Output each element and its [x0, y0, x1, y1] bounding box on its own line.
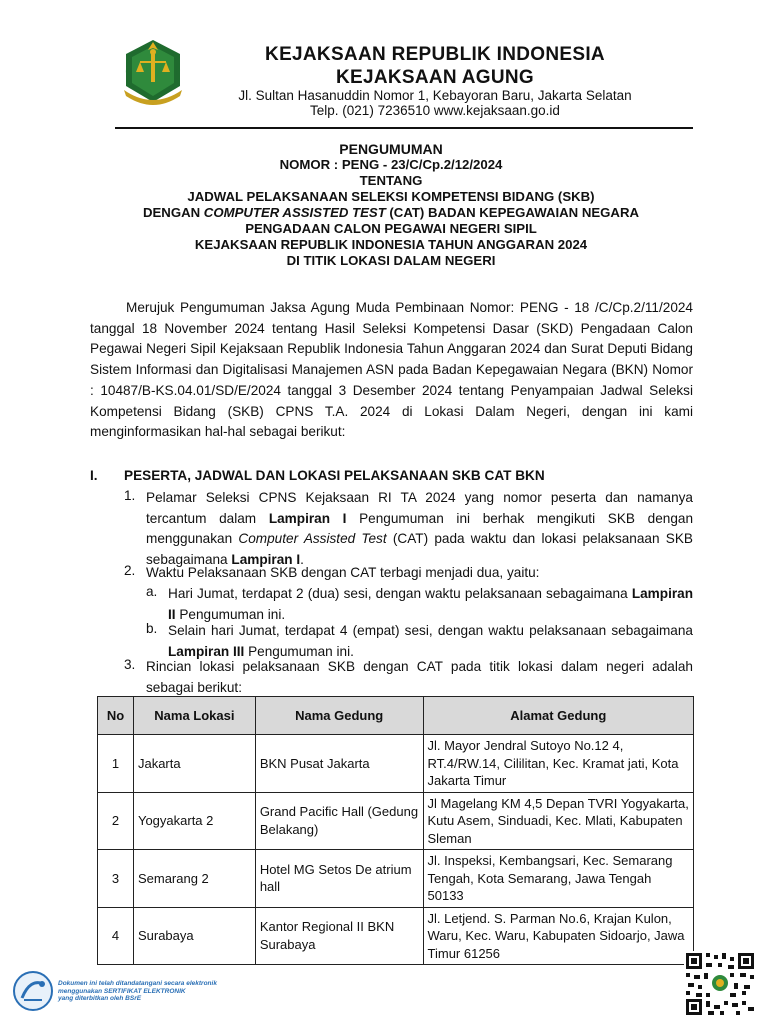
item-number-1: 1. [124, 488, 136, 503]
item-number-3: 3. [124, 657, 136, 672]
title-subject-3: PENGADAAN CALON PEGAWAI NEGERI SIPIL [245, 221, 537, 236]
table-row [98, 735, 694, 793]
cell-lokasi: Yogyakarta 2 [133, 792, 255, 850]
cell-alamat: Jl Magelang KM 4,5 Depan TVRI Yogyakarta, Kutu Asem, Sinduadi, Kec. Mlati, Kabupaten Sleman [423, 792, 693, 850]
header-nama-lokasi: Nama Lokasi [133, 697, 255, 735]
cell-no: 1 [98, 735, 134, 793]
cell-alamat: Jl. Mayor Jendral Sutoyo No.12 4, RT.4/RW.14, Cililitan, Kec. Kramat jati, Kota Jakarta Timur [423, 735, 693, 793]
item-3-text: Rincian lokasi pelaksanaan SKB dengan CAT pada titik lokasi dalam negeri adalah sebagai berikut: [146, 659, 693, 695]
cell-lokasi: Semarang 2 [133, 850, 255, 908]
institution-name: KEJAKSAAN REPUBLIK INDONESIA [265, 44, 605, 65]
esign-line-3: yang diterbitkan oleh BSrE [58, 995, 142, 1003]
section-number: I. [90, 468, 98, 483]
location-table [97, 696, 694, 965]
institution-contact: Telp. (021) 7236510 www.kejaksaan.go.id [310, 103, 560, 118]
header-no: No [98, 697, 134, 735]
table-row [98, 907, 694, 965]
title-subject-2: DENGAN COMPUTER ASSISTED TEST (CAT) BADAN KEPEGAWAIAN NEGARA [142, 205, 639, 220]
title-pengumuman: PENGUMUMAN [339, 141, 443, 157]
cell-lokasi: Surabaya [133, 907, 255, 965]
cell-lokasi: Jakarta [133, 735, 255, 793]
institution-subname: KEJAKSAAN AGUNG [335, 67, 535, 88]
item-1-text: Pelamar Seleksi CPNS Kejaksaan RI TA 2024 yang nomor peserta dan namanya tercantum dalam Lampiran I Pengumuman ini berhak mengikuti SKB dengan menggunakan Computer Assisted Test (CAT) pada waktu dan lokasi pelaksanaan SKB sebagaimana Lampiran I. [146, 490, 693, 567]
bsre-logo-icon [12, 970, 54, 1012]
esign-notice [58, 980, 217, 1003]
cell-gedung: BKN Pusat Jakarta [255, 735, 423, 793]
qr-code-icon [684, 951, 756, 1017]
title-tentang: TENTANG [359, 173, 423, 188]
esign-line-2: menggunakan SERTIFIKAT ELEKTRONIK [58, 987, 186, 995]
table-row [98, 850, 694, 908]
intro-paragraph: Merujuk Pengumuman Jaksa Agung Muda Pembinaan Nomor: PENG - 18 /C/Cp.2/11/2024 tanggal 18 November 2024 tentang Hasil Seleksi Kompetensi Dasar (SKD) Pengadaan Calon Pegawai Negeri Sipil Kejaksaan Republik Indonesia Tahun Anggaran 2024 dan Surat Deputi Bidang Sistem Informasi dan Digitalisasi Manajemen ASN pada Badan Kepegawaian Negara (BKN) Nomor : 10487/B-KS.04.01/SD/E/2024 tanggal 3 Desember 2024 tentang Penyampaian Jadwal Seleksi Kompetensi Bidang (SKB) CPNS T.A. 2024 di Lokasi Dalam Negeri, dengan ini kami menginformasikan hal-hal sebagai berikut: [90, 300, 693, 440]
title-subject-4: KEJAKSAAN REPUBLIK INDONESIA TAHUN ANGGARAN 2024 [194, 237, 588, 252]
header-nama-gedung: Nama Gedung [255, 697, 423, 735]
section-title: PESERTA, JADWAL DAN LOKASI PELAKSANAAN SKB CAT BKN [124, 468, 545, 483]
cell-alamat: Jl. Letjend. S. Parman No.6, Krajan Kulon, Waru, Kec. Waru, Kabupaten Sidoarjo, Jawa Timur 61256 [423, 907, 693, 965]
table-row [98, 792, 694, 850]
cell-gedung: Kantor Regional II BKN Surabaya [255, 907, 423, 965]
cell-no: 2 [98, 792, 134, 850]
institution-address: Jl. Sultan Hasanuddin Nomor 1, Kebayoran Baru, Jakarta Selatan [238, 88, 632, 103]
title-nomor: NOMOR : PENG - 23/C/Cp.2/12/2024 [279, 157, 503, 172]
cell-gedung: Hotel MG Setos De atrium hall [255, 850, 423, 908]
subitem-label-b: b. [146, 621, 158, 636]
title-subject-1: JADWAL PELAKSANAAN SELEKSI KOMPETENSI BIDANG (SKB) [187, 189, 595, 204]
item-number-2: 2. [124, 563, 136, 578]
header-alamat-gedung: Alamat Gedung [423, 697, 693, 735]
esign-line-1: Dokumen ini telah ditandatangani secara elektronik [58, 980, 217, 987]
subitem-b-text: Selain hari Jumat, terdapat 4 (empat) sesi, dengan waktu pelaksanaan sebagaimana Lampiran III Pengumuman ini. [168, 623, 693, 659]
header-divider [115, 127, 693, 129]
cell-no: 3 [98, 850, 134, 908]
cell-gedung: Grand Pacific Hall (Gedung Belakang) [255, 792, 423, 850]
item-2-text: Waktu Pelaksanaan SKB dengan CAT terbagi menjadi dua, yaitu: [146, 565, 540, 580]
table-header-row [98, 697, 694, 735]
announcement-title [100, 141, 682, 269]
subitem-label-a: a. [146, 584, 158, 599]
cell-alamat: Jl. Inspeksi, Kembangsari, Kec. Semarang Tengah, Kota Semarang, Jawa Tengah 50133 [423, 850, 693, 908]
cell-no: 4 [98, 907, 134, 965]
kejaksaan-logo-icon [118, 38, 188, 110]
subitem-a-text: Hari Jumat, terdapat 2 (dua) sesi, dengan waktu pelaksanaan sebagaimana Lampiran II Pengumuman ini. [168, 586, 693, 622]
title-subject-5: DI TITIK LOKASI DALAM NEGERI [286, 253, 496, 268]
